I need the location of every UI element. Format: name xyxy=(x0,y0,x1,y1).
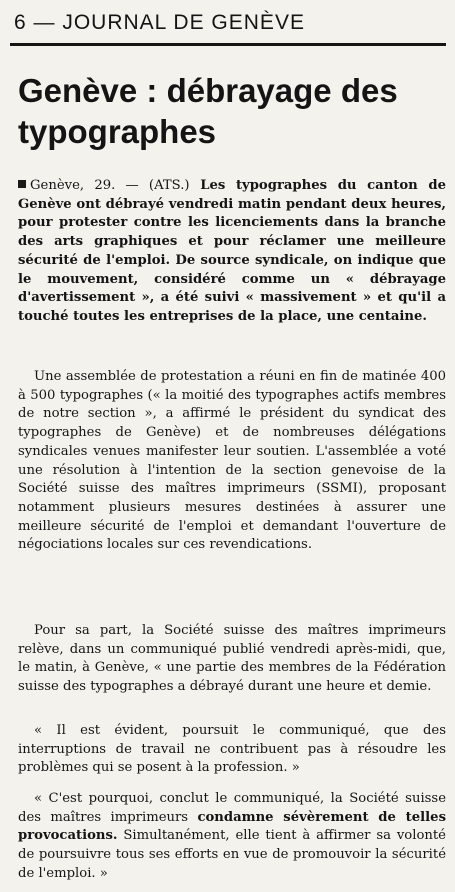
header-rule xyxy=(10,43,446,46)
body-paragraph-1: Une assemblée de protestation a réuni en fin de matinée 400 à 500 typographes (« la moitié des typographes actifs membres de notre section », a affirmé le président du syndicat des typographes de Genève) et de nombreuses délégations syndicales venues manifester leur soutien. L'assemblée a voté une résolution à l'intention de la section genevoise de la Société suisse des maîtres imprimeurs (SSMI), proposant notamment plusieurs mesures destinées à assurer une meilleure sécurité de l'emploi et demandant l'ouverture de négociations locales sur ces revendications. xyxy=(18,369,446,553)
lead-paragraph xyxy=(18,177,446,327)
body-paragraph-2: Pour sa part, la Société suisse des maîtres imprimeurs relève, dans un communiqué publié vendredi après-midi, que, le matin, à Genève, « une partie des membres de la Fédération suisse des typographes a débrayé durant une heure et demie. xyxy=(18,623,446,695)
article-headline: Genève : débrayage des typographes xyxy=(18,72,398,150)
paragraph-4-emphasis: condamne sévèrement de telles provocations. xyxy=(18,809,446,844)
lead-dateline: Genève, 29. — (ATS.) xyxy=(30,178,190,193)
bullet-square-icon xyxy=(18,180,26,188)
running-head: 6 — JOURNAL DE GENÈVE xyxy=(14,11,305,34)
paragraph-4-end: Simultanément, elle tient à affirmer sa volonté de poursuivre tous ses efforts en vue de promouvoir la sécurité de l'emploi. » xyxy=(18,828,446,881)
body-paragraph-3: « Il est évident, poursuit le communiqué, que des interruptions de travail ne contribuent pas à résoudre les problèmes qui se posent à la profession. » xyxy=(18,723,446,776)
lead-text: Les typographes du canton de Genève ont débrayé vendredi matin pendant deux heures, pour protester contre les licenciements dans la branche des arts graphiques et pour réclamer une meilleure sécurité de l'emploi. De source syndicale, on indique que le mouvement, considéré comme un « débrayage d'avertissement », a été suivi « massivement » et qu'il a touché toutes les entreprises de la place, une centaine. xyxy=(18,178,447,324)
paragraph-4-start: « C'est pourquoi, conclut le communiqué, la Société suisse des maîtres imprimeurs xyxy=(18,791,446,825)
body-paragraph-4 xyxy=(18,790,446,884)
